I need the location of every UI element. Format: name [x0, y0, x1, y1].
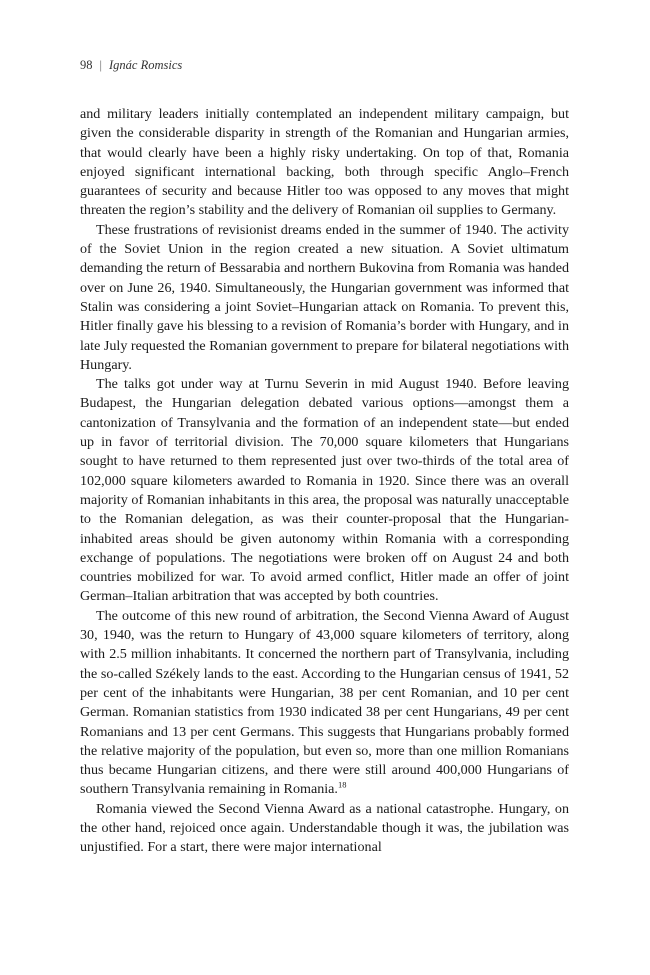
- paragraph-2: These frustrations of revisionist dreams ended in the summer of 1940. The activity of the Soviet Union in the region created a new situation. A Soviet ultimatum demanding the return of Bessarabia and northern Bukovina from Romania was handed over on June 26, 1940. Simultaneously, the Hungarian government was informed that Stalin was considering a joint Soviet–Hungarian attack on Romania. To prevent this, Hitler finally gave his blessing to a revision of Romania’s border with Hungary, and in late July requested the Romanian government to prepare for bilateral negotiations with Hungary.: [80, 221, 569, 373]
- paragraph-1: and military leaders initially contemplated an independent military campaign, but given the considerable disparity in strength of the Romanian and Hungarian armies, that would clearly have been a highly risky undertaking. On top of that, Romania enjoyed significant international backing, both through specific Anglo–French guarantees of security and because Hitler too was opposed to any moves that might threaten the region’s stability and the delivery of Romanian oil supplies to Germany.: [80, 106, 569, 219]
- footnote-reference[interactable]: 18: [337, 779, 347, 790]
- page-number: 98: [80, 58, 93, 72]
- paragraph-4: [80, 607, 569, 800]
- header-separator: |: [99, 58, 103, 72]
- running-head: [80, 58, 182, 73]
- paragraph-4-text: The outcome of this new round of arbitration, the Second Vienna Award of August 30, 1940, was the return to Hungary of 43,000 square kilometers of territory, along with 2.5 million inhabitants. It concerned the northern part of Transylvania, including the so-called Székely lands to the east. According to the Hungarian census of 1941, 52 per cent of the inhabitants were Hungarian, 38 per cent Romanian, and 10 per cent German. Romanian statistics from 1930 indicated 38 per cent Hungarians, 49 per cent Romanians and 13 per cent Germans. This suggests that Hungarians probably formed the relative majority of the population, but even so, more than one million Romanians thus became Hungarian citizens, and there were still around 400,000 Hungarians of southern Transylvania remaining in Romania.: [80, 607, 569, 798]
- running-head-author: Ignác Romsics: [109, 58, 183, 72]
- paragraph-3: The talks got under way at Turnu Severin in mid August 1940. Before leaving Budapest, the Hungarian delegation debated various options—amongst them a cantonization of Transylvania and the formation of an independent state—but ended up in favor of territorial division. The 70,000 square kilometers that Hungarians sought to have returned to them represented just over two-thirds of the total area of 102,000 square kilometers awarded to Romania in 1920. Since there was an overall majority of Romanian inhabitants in this area, the proposal was naturally unacceptable to the Romanian delegation, as was their counter-proposal that the Hungarian-inhabited areas should be given autonomy within Romania with a corresponding exchange of populations. The negotiations were broken off on August 24 and both countries mobilized for war. To avoid armed conflict, Hitler made an offer of joint German–Italian arbitration that was accepted by both countries.: [80, 376, 569, 605]
- paragraph-5: Romania viewed the Second Vienna Award as a national catastrophe. Hungary, on the other hand, rejoiced once again. Understandable though it was, the jubilation was unjustified. For a start, there were major international: [80, 800, 569, 856]
- body-text: [80, 105, 569, 858]
